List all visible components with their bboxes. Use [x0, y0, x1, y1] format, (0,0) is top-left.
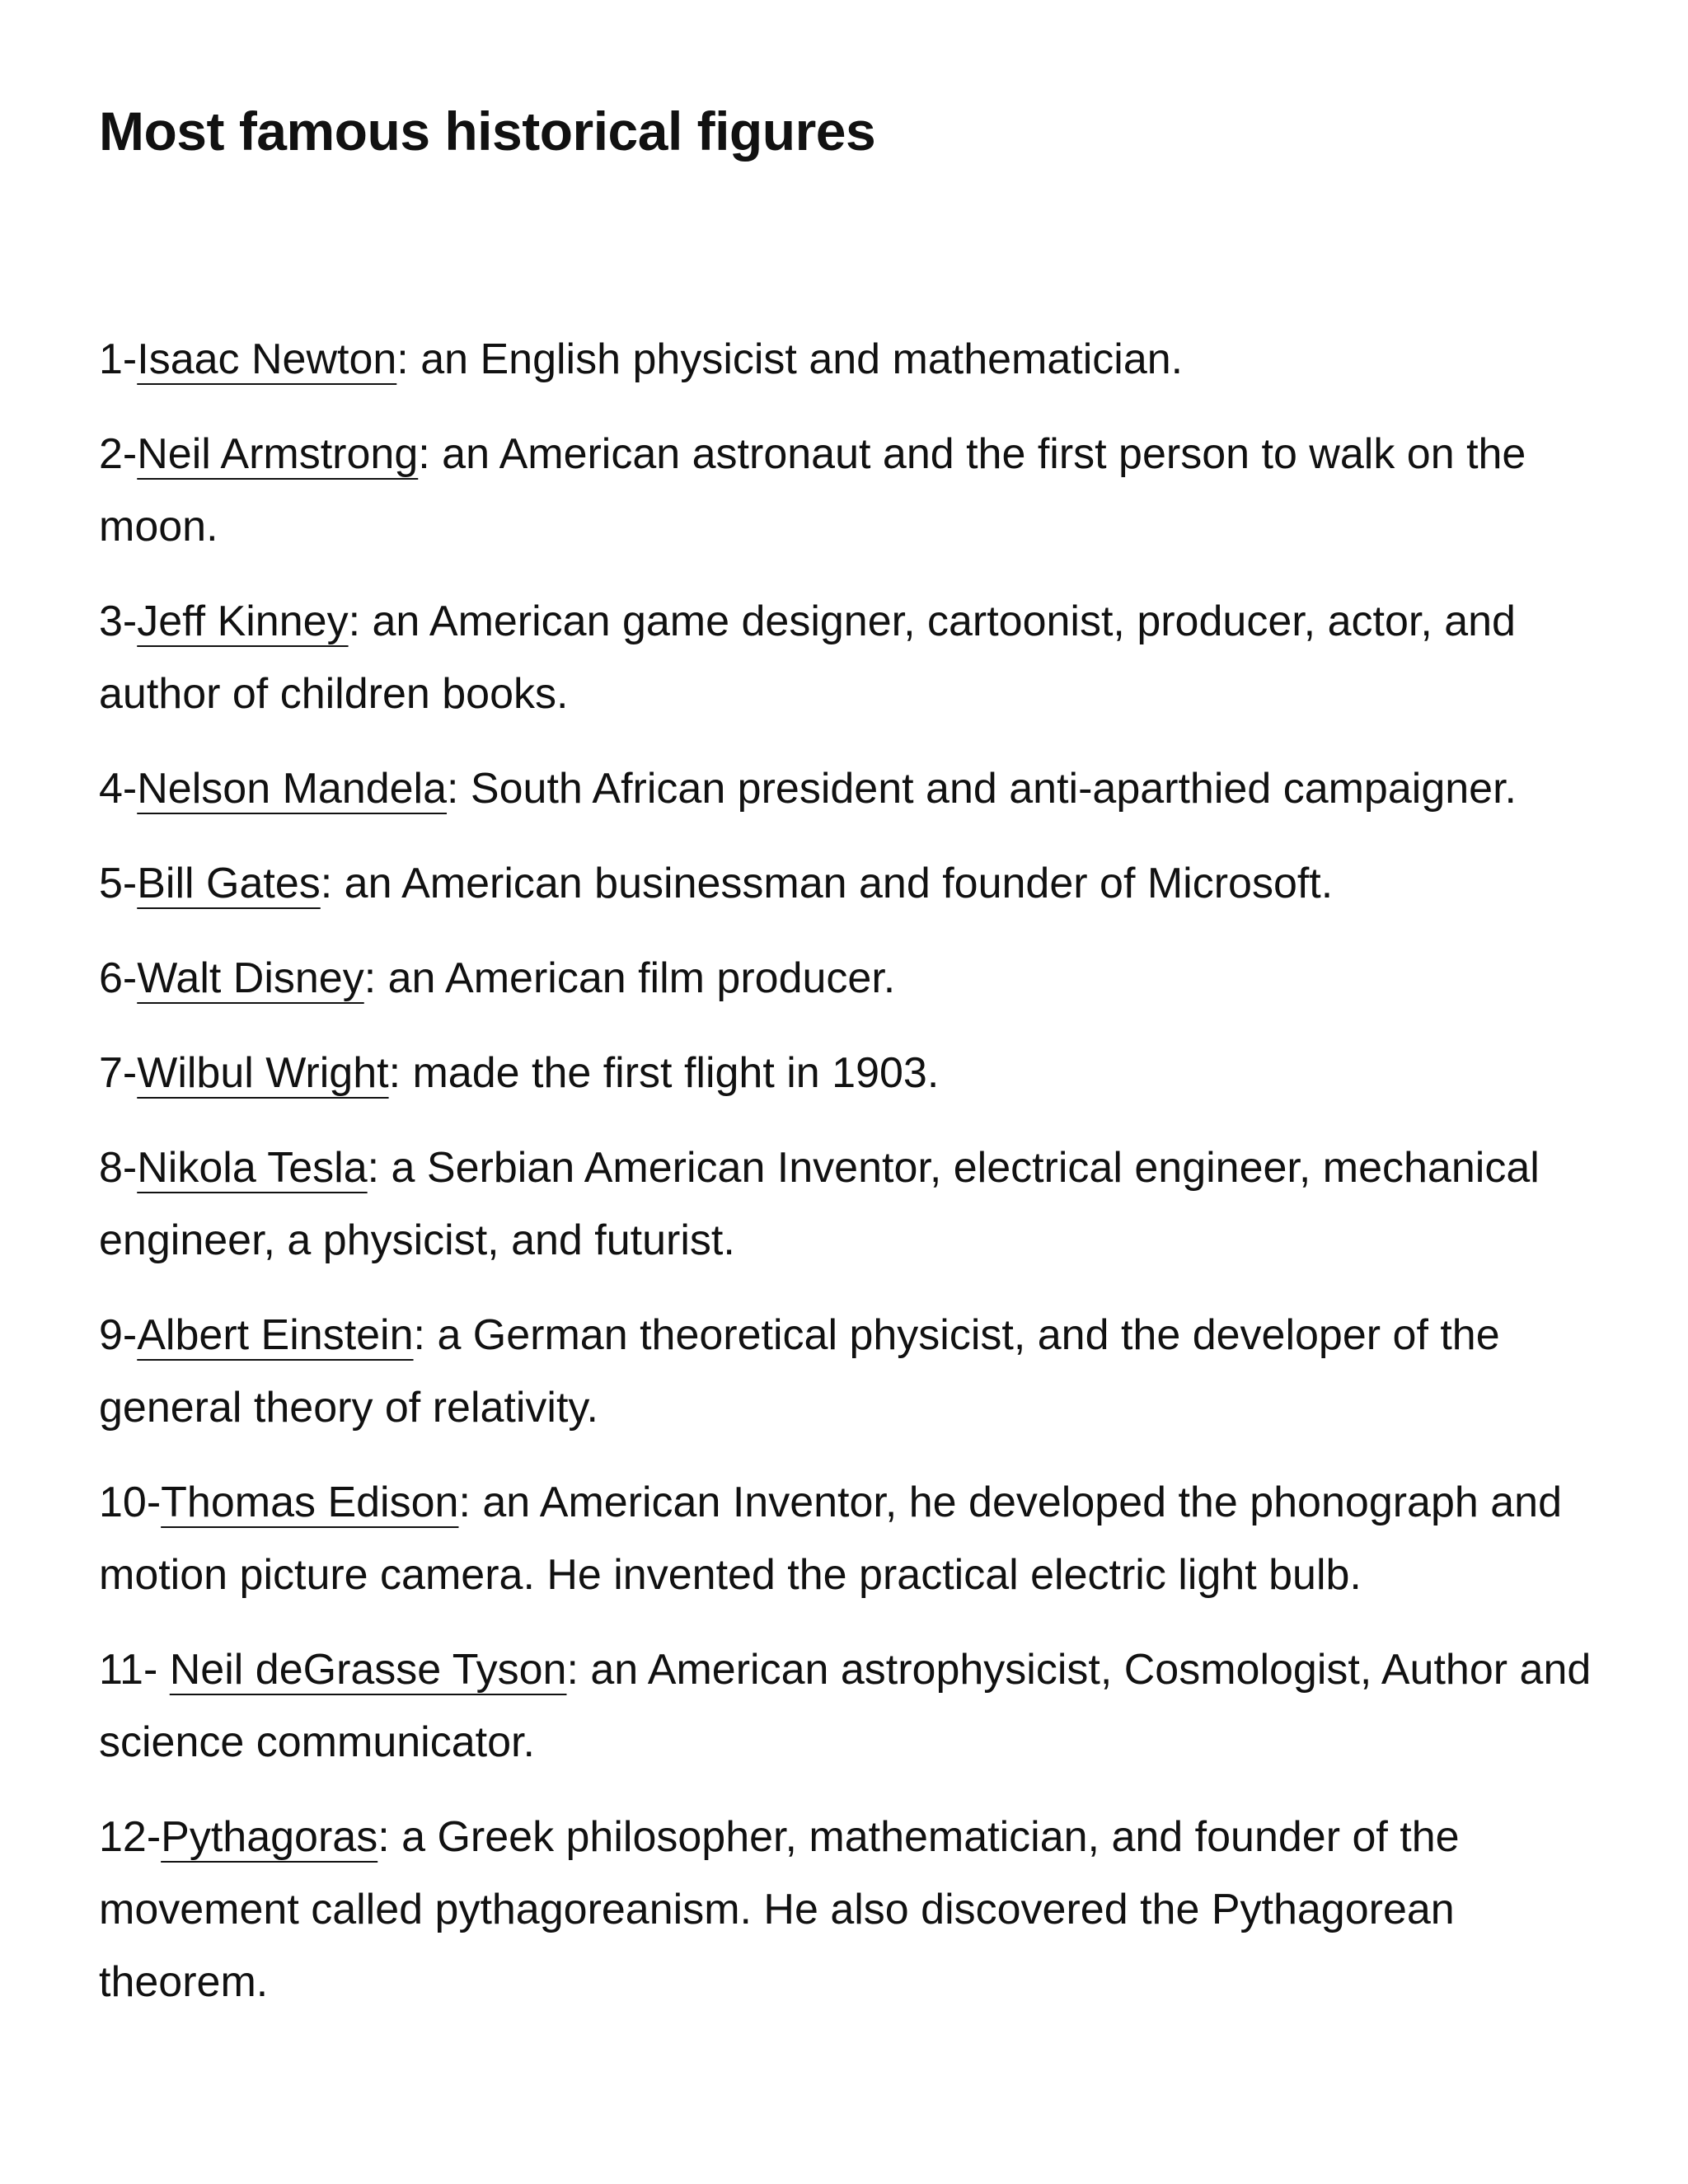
figure-name: Thomas Edison: [161, 1479, 459, 1527]
item-number: 9-: [99, 1311, 138, 1360]
figure-name: Walt Disney: [137, 954, 364, 1003]
list-item: [99, 1466, 1599, 1611]
list-item: [99, 942, 1599, 1015]
list-item: [99, 1633, 1599, 1779]
list-item: [99, 752, 1599, 825]
figure-description: : an American businessman and founder of Microsoft.: [320, 860, 1334, 908]
figure-description: : an American game designer, cartoonist, producer, actor, and author of children books.: [99, 598, 1516, 719]
figure-description: : made the first flight in 1903.: [388, 1049, 940, 1098]
figure-description: : a Serbian American Inventor, electrical engineer, mechanical engineer, a physicist, and futurist.: [99, 1144, 1540, 1265]
figure-description: : a German theoretical physicist, and the developer of the general theory of relativity.: [99, 1311, 1500, 1432]
figure-name: Jeff Kinney: [137, 598, 349, 646]
list-item: [99, 585, 1599, 730]
page-title: Most famous historical figures: [99, 101, 876, 162]
figure-name: Isaac Newton: [137, 335, 397, 384]
list-item: [99, 323, 1599, 396]
figure-name: Nelson Mandela: [137, 765, 448, 813]
list-item: [99, 1037, 1599, 1109]
figure-name: Neil Armstrong: [137, 430, 419, 479]
item-number: 3-: [99, 598, 138, 646]
figure-description: : an American astronaut and the first person to walk on the moon.: [99, 430, 1526, 551]
item-number: 7-: [99, 1049, 138, 1098]
figure-name: Bill Gates: [137, 860, 321, 908]
list-item: [99, 1132, 1599, 1277]
figure-name: Wilbul Wright: [137, 1049, 389, 1098]
figure-description: : an American astrophysicist, Cosmologist, Author and science communicator.: [99, 1646, 1592, 1767]
list-item: [99, 1299, 1599, 1444]
figure-description: : a Greek philosopher, mathematician, and founder of the movement called pythagoreanism. He also discovered the Pythagorean theorem.: [99, 1813, 1460, 2007]
figure-description: : an English physicist and mathematician.: [396, 335, 1184, 384]
figure-name: Albert Einstein: [137, 1311, 414, 1360]
figure-description: : an American film producer.: [363, 954, 896, 1003]
figure-name: Pythagoras: [161, 1813, 378, 1862]
figure-name: Nikola Tesla: [137, 1144, 368, 1193]
item-number: 4-: [99, 765, 138, 813]
item-number: 12-: [99, 1813, 162, 1862]
item-number: 2-: [99, 430, 138, 479]
item-number: 1-: [99, 335, 138, 384]
item-number: 5-: [99, 860, 138, 908]
item-number: 10-: [99, 1479, 162, 1527]
figure-name: Neil deGrasse Tyson: [169, 1646, 567, 1694]
list-item: [99, 1801, 1599, 2018]
figure-description: : South African president and anti-aparthied campaigner.: [447, 765, 1517, 813]
figure-description: : an American Inventor, he developed the phonograph and motion picture camera. He invented the practical electric light bulb.: [99, 1479, 1563, 1600]
figures-list: [99, 323, 1592, 2018]
item-number: 6-: [99, 954, 138, 1003]
list-item: [99, 847, 1599, 920]
item-number: 8-: [99, 1144, 138, 1193]
item-number: 11-: [99, 1646, 170, 1694]
list-item: [99, 418, 1599, 563]
